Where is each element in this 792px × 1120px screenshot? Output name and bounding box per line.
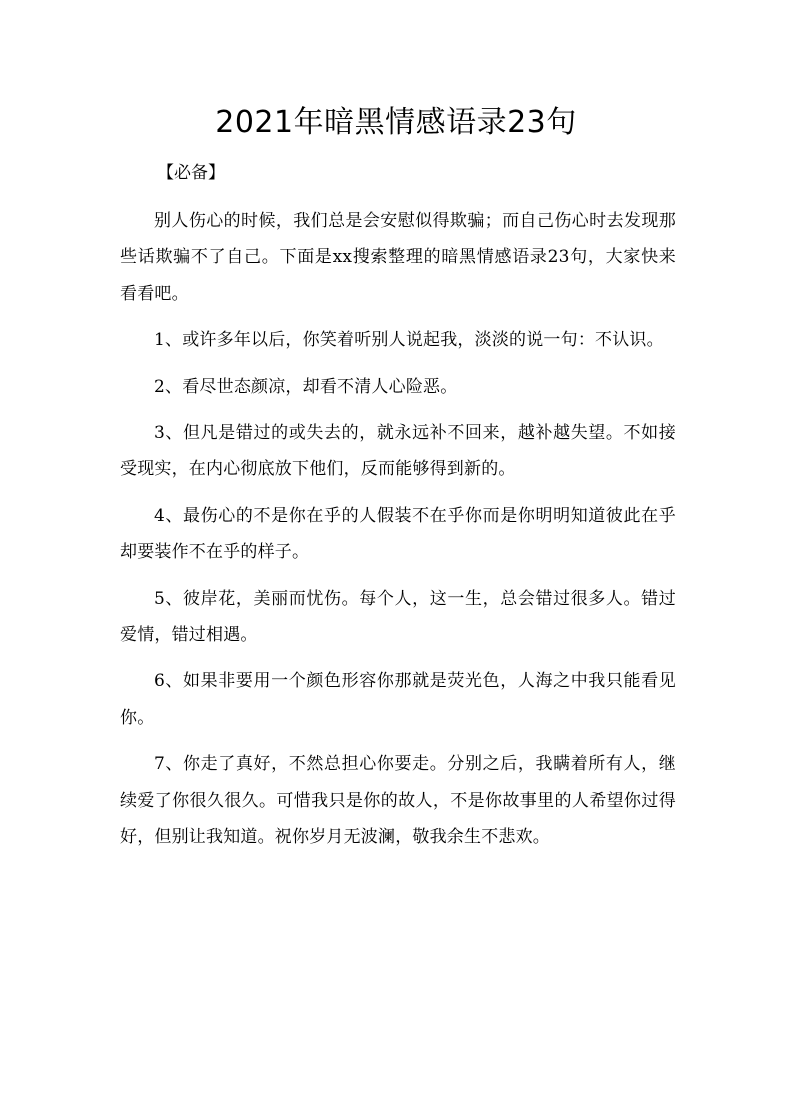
quote-paragraph-3: 3、但凡是错过的或失去的，就永远补不回来，越补越失望。不如接受现实，在内心彻底放下他们，反而能够得到新的。	[120, 423, 676, 480]
quote-paragraph-1: 1、或许多年以后，你笑着听别人说起我，淡淡的说一句：不认识。	[154, 330, 664, 351]
quote-paragraph-4: 4、最伤心的不是你在乎的人假装不在乎你而是你明明知道彼此在乎却要装作不在乎的样子。	[120, 505, 676, 563]
section-tag: 【必备】	[157, 163, 225, 183]
document-title: 2021年暗黑情感语录23句	[215, 105, 577, 140]
document-body	[120, 203, 676, 866]
quote-paragraph-6: 6、如果非要用一个颜色形容你那就是荧光色，人海之中我只能看见你。	[120, 671, 676, 728]
intro-paragraph: 别人伤心的时候，我们总是会安慰似得欺骗；而自己伤心时去发现那些话欺骗不了自己。下面是xx搜索整理的暗黑情感语录23句，大家快来看看吧。	[120, 211, 676, 304]
quote-paragraph-2: 2、看尽世态颜凉，却看不清人心险恶。	[154, 376, 458, 397]
quote-paragraph-7: 7、你走了真好，不然总担心你要走。分别之后，我瞒着所有人，继续爱了你很久很久。可惜我只是你的故人，不是你故事里的人希望你过得好，但别让我知道。祝你岁月无波澜，敬我余生不悲欢。	[120, 754, 676, 848]
quote-paragraph-5: 5、彼岸花，美丽而忧伤。每个人，这一生，总会错过很多人。错过爱情，错过相遇。	[120, 588, 676, 646]
